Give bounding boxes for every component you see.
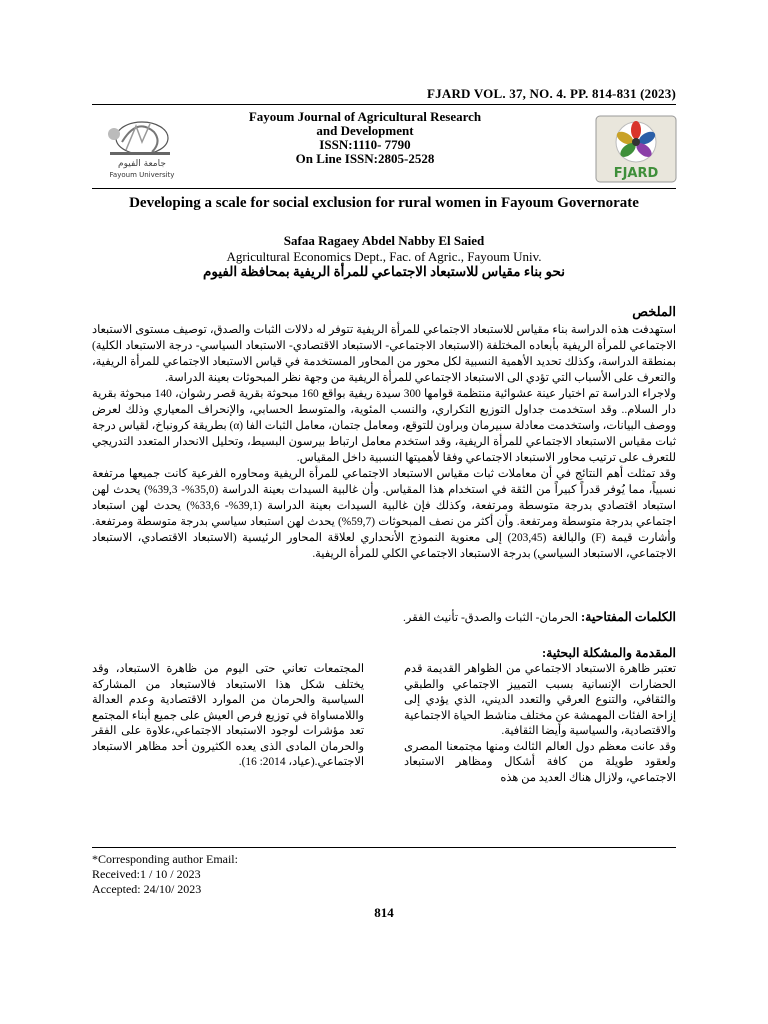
received-date: Received:1 / 10 / 2023 (92, 867, 201, 881)
keywords-text: الحرمان- الثبات والصدق- تأنيث الفقر. (402, 612, 581, 624)
fjard-logo-text: FJARD (613, 166, 659, 181)
intro-column-right (404, 662, 676, 786)
online-issn: On Line ISSN:2805-2528 (295, 151, 435, 166)
fjard-logo (594, 114, 678, 184)
issn: ISSN:1110- 7790 (319, 137, 411, 152)
intro-paragraph-2: وقد عانت معظم دول العالم الثالث ومنها مجتمعنا المصرى ولعقود طويلة من كافة أشكال ومظاهر الاستبعاد الاجتماعي، ولازال هناك العديد من هذه (404, 740, 676, 784)
accepted-date: Accepted: 24/10/ 2023 (92, 882, 202, 896)
fjard-emblem-icon (594, 114, 678, 184)
journal-name-line2: and Development (316, 123, 414, 138)
abstract-body (92, 322, 676, 562)
author-name: Safaa Ragaey Abdel Nabby El Saied (283, 233, 485, 248)
footnotes (92, 852, 238, 897)
abstract-paragraph-1: استهدفت هذه الدراسة بناء مقياس للاستبعاد الاجتماعي للمرأة الريفية تتوفر له دلالات الثبات والصدق، توصيف مستوى الاستبعاد الاجتماعي للمرأة الريفية بأبعاده المختلفة (الاستبعاد الاجتماعي- الاستبعاد الاقتصادي- الاستبعاد السياسي- درجة الاستبعاد الكلية) بمنطقة الدراسة، وكذلك تحديد الأهمية النسبية لكل محور من المحاور المستخدمة في قياس الاستبعاد الاجتماعي للمرأة الريفية، والتعرف على الأسباب التي تؤدي الى الاستبعاد الاجتماعي للمرأة الريفية من وجهة نظر المبحوثات بعينة الدراسة. (92, 324, 676, 384)
abstract-heading: الملخص (632, 304, 676, 319)
intro-paragraph-1: تعتبر ظاهرة الاستبعاد الاجتماعي من الظواهر القديمة قدم الحضارات الإنسانية بسبب التمييز الاجتماعي والطبقي والثقافي، والتنوع العرقي والتعدد الديني، الذي يؤدي إلى إزاحة الفئات المهمشة عن مختلف مناشط الحياة الاجتماعية والاقتصادية، والسياسية وأيضا الثقافية. (404, 663, 676, 737)
logo-arabic-text: جامعة الفيوم (118, 159, 166, 169)
journal-header (215, 110, 515, 166)
introduction-heading: المقدمة والمشكلة البحثية: (541, 646, 676, 660)
title-rule (92, 188, 676, 189)
journal-reference: FJARD VOL. 37, NO. 4. PP. 814-831 (2023) (427, 86, 676, 101)
header-rule (92, 104, 676, 105)
abstract-paragraph-2: ولاجراء الدراسة تم اختيار عينة عشوائية منتظمة قوامها 300 سيدة ريفية بواقع 160 مبحوثة بقرية قصر رشوان، 140 مبحوثة بقرية دار السلام.. وقد استخدمت جداول التوزيع التكراري، والنسب المئوية، والمتوسط الحسابي، والإنحراف المعياري وذلك لعرض ووصف البيانات، واستخدمت معادلة سبيرمان وبراون للتوقع، ومعامل جتمان، معامل الثبات الفا (α) بطريقة كرونباخ، لقياس درجة ثبات مقياس الاستبعاد الاجتماعي للمرأة الريفية، وقد استخدم معامل ارتباط بيرسون البسيط، وتحليل الانحدار المتعدد التدريجي للتعرف على ترتيب محاور الاستبعاد الاجتماعي وفقا لأهميتها النسبية داخل المقياس. (92, 388, 677, 464)
corresponding-email: *Corresponding author Email: (92, 852, 238, 866)
keywords (92, 609, 676, 625)
author-affiliation: Agricultural Economics Dept., Fac. of Agric., Fayoum Univ. (226, 249, 542, 264)
page-number: 814 (374, 905, 394, 920)
intro-paragraph-3: المجتمعات تعاني حتى اليوم من ظاهرة الاستبعاد، وقد يختلف شكل هذا الاستبعاد فالاستبعاد من المشاركة السياسية والحرمان من الموارد الاقتصادية وعدم العدالة واللامساواة في توزيع فرص العيش على جميع أبناء المجتمع تعد مؤشرات لوجود الاستبعاد الاجتماعي،علاوة على الفقر والحرمان المادى الذى يعده الكثيرون أحد مظاهر الاستبعاد الاجتماعي.(عياد، 2014: 16). (92, 663, 364, 768)
keywords-label: الكلمات المفتاحية: (580, 610, 676, 624)
intro-column-left (92, 662, 364, 771)
footnote-rule (92, 847, 676, 848)
journal-name-line1: Fayoum Journal of Agricultural Research (248, 109, 482, 124)
logo-university-text: Fayoum University (109, 171, 175, 179)
abstract-paragraph-3: وقد تمثلت أهم النتائج في أن معاملات ثبات مقياس الاستبعاد الاجتماعي للمرأة الريفية ومحاوره الفرعية كانت جميعها مرتفعة نسبياً، مما يُوفر قدراً كبيراً من الثقة في استخدام هذا المقياس. وأن غالبية السيدات بعينة الدراسة (35,0%- 39,3%) يحدث لهن استبعاد اقتصادي بدرجة متوسطة ومرتفعة، وكذلك فإن غالبية السيدات بعينة الدراسة (39,1%- 33,6%) يحدث لهن استبعاد اجتماعي بدرجة متوسطة ومرتفعة. وأن أكثر من نصف المبحوثات (59,7%) يحدث لهن استبعاد سياسي بدرجة متوسطة ومرتفعة. وأشارت قيمة (F) والبالغة (203,45) إلى معنوية النموذج الأنحداري لعلاقة المحاور الرئيسية (الاستبعاد الاقتصادي، الاستبعاد الاجتماعي، الاستبعاد السياسي) بدرجة الاستبعاد الاجتماعي الكلي للمرأة الريفية. (92, 468, 677, 560)
arabic-title: نحو بناء مقياس للاستبعاد الاجتماعي للمرأة الريفية بمحافظة الفيوم (203, 264, 565, 279)
university-emblem-icon (92, 112, 184, 184)
fayoum-university-logo (92, 112, 184, 184)
paper-title: Developing a scale for social exclusion for rural women in Fayoum Governorate (129, 195, 639, 211)
